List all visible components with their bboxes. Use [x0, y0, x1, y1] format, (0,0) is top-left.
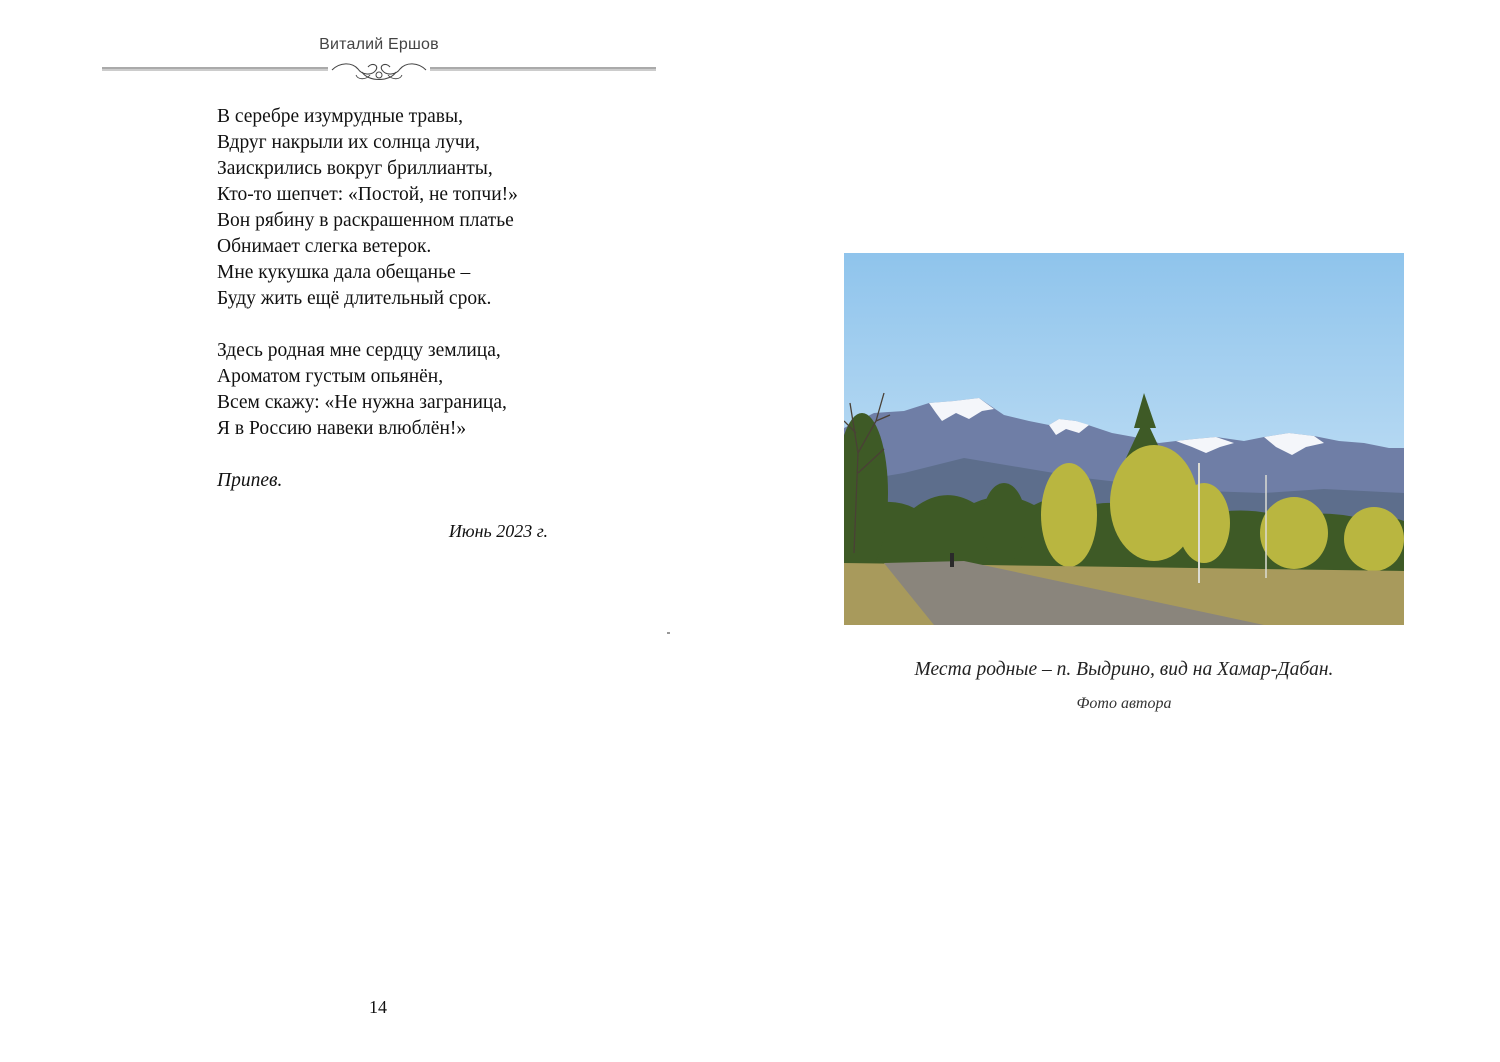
photo-autumn-tree	[1178, 483, 1230, 563]
poem-line: Вон рябину в раскрашенном платье	[217, 210, 514, 231]
poem-line: Обнимает слегка ветерок.	[217, 236, 432, 257]
right-page	[750, 0, 1500, 1062]
photo-autumn-tree	[1344, 507, 1404, 571]
photo-walking-figure	[950, 553, 954, 567]
running-header-author: Виталий Ершов	[319, 36, 439, 53]
poem-line: Всем скажу: «Не нужна заграница,	[217, 392, 507, 413]
photo-dark-tree	[982, 483, 1026, 563]
poem-line: Я в Россию навеки влюблён!»	[217, 418, 467, 439]
photo-caption: Места родные – п. Выдрино, вид на Хамар-Дабан.	[914, 659, 1334, 680]
poem-line: Здесь родная мне сердцу землица,	[217, 340, 501, 361]
photo-autumn-tree	[1041, 463, 1097, 567]
poem-line: Ароматом густым опьянён,	[217, 366, 444, 387]
poem-line: Кто-то шепчет: «Постой, не топчи!»	[217, 184, 518, 205]
poem	[217, 104, 577, 494]
poem-line: Мне кукушка дала обещанье –	[217, 262, 471, 283]
poem-stanza-2	[217, 338, 577, 442]
poem-line: Вдруг накрыли их солнца лучи,	[217, 132, 480, 153]
landscape-photo	[844, 253, 1404, 625]
header-ornament	[100, 60, 658, 86]
page-number: 14	[369, 997, 387, 1017]
poem-stanza-1	[217, 104, 577, 312]
print-speck	[667, 632, 670, 634]
poem-line: В серебре изумрудные травы,	[217, 106, 463, 127]
poem-refrain: Припев.	[217, 470, 283, 491]
poem-line: Буду жить ещё длительный срок.	[217, 288, 492, 309]
landscape-photo-drawing	[844, 253, 1404, 625]
photo-credit: Фото автора	[1076, 695, 1172, 712]
poem-date: Июнь 2023 г.	[448, 521, 548, 541]
poem-line: Заискрились вокруг бриллианты,	[217, 158, 493, 179]
photo-autumn-tree	[1260, 497, 1328, 569]
